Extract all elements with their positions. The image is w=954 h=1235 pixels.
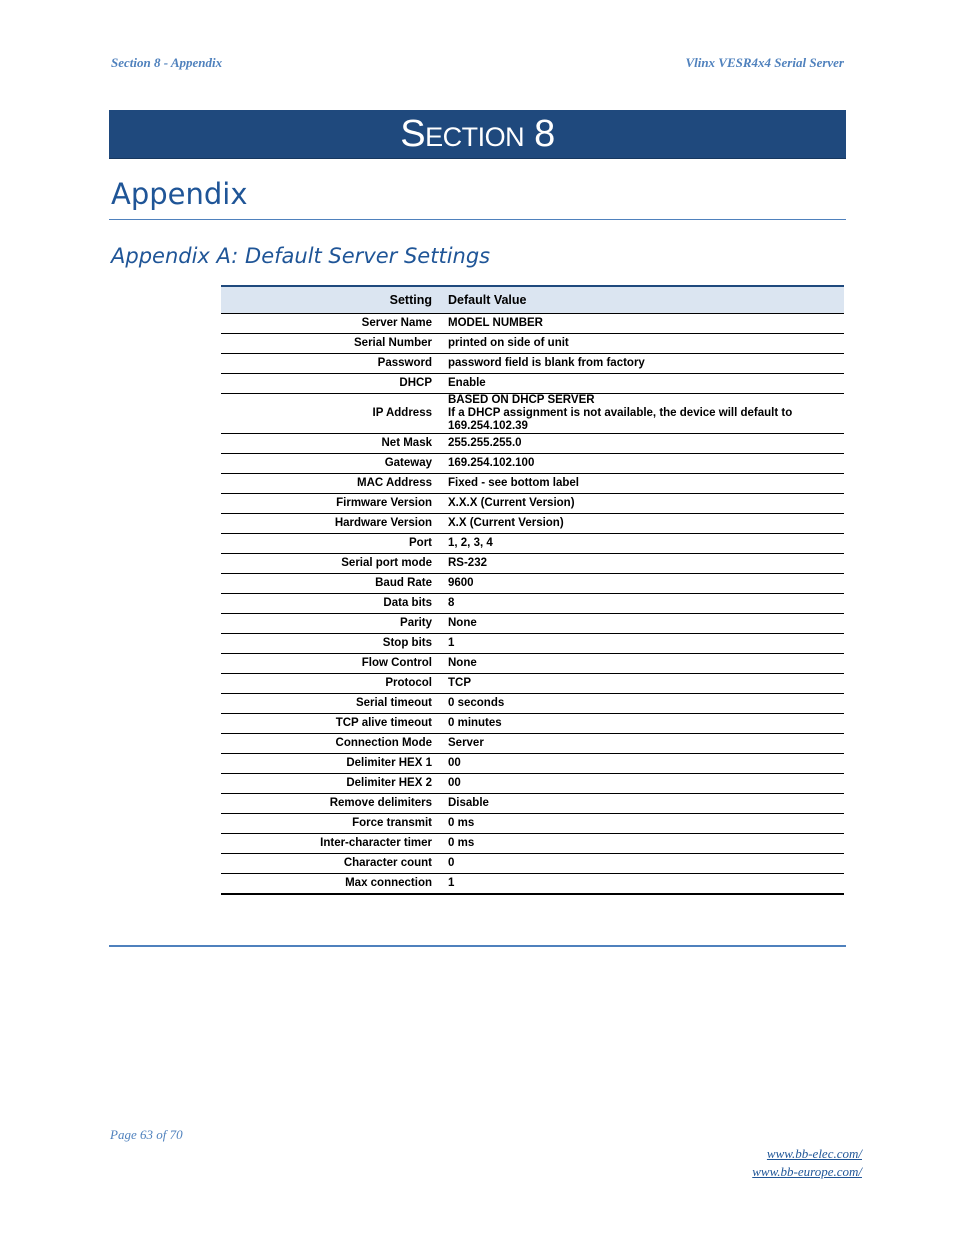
table-row [221, 674, 844, 694]
default-value-cell [448, 694, 844, 714]
section-banner [109, 110, 846, 159]
table-row [221, 774, 844, 794]
default-value-text: 8 [448, 597, 455, 609]
default-value-text: 9600 [448, 577, 474, 589]
default-value-cell [448, 554, 844, 574]
setting-name-cell: Hardware Version [221, 514, 448, 534]
table-row [221, 614, 844, 634]
setting-name-cell: Protocol [221, 674, 448, 694]
default-value-text: X.X.X (Current Version) [448, 497, 575, 509]
setting-name-cell: Remove delimiters [221, 794, 448, 814]
page-title: Appendix [111, 177, 248, 211]
default-value-text: X.X (Current Version) [448, 517, 564, 529]
setting-name-cell: Inter-character timer [221, 834, 448, 854]
default-value-text: Enable [448, 377, 486, 389]
default-value-text: 0 minutes [448, 717, 502, 729]
setting-name-cell: Connection Mode [221, 734, 448, 754]
setting-name-cell: TCP alive timeout [221, 714, 448, 734]
setting-name-cell: Gateway [221, 454, 448, 474]
subsection-title: Appendix A: Default Server Settings [111, 244, 491, 268]
table-row [221, 854, 844, 874]
default-value-cell [448, 754, 844, 774]
setting-name-cell: Serial Number [221, 334, 448, 354]
default-value-text: 00 [448, 777, 461, 789]
setting-name-cell: Serial timeout [221, 694, 448, 714]
default-value-text: password field is blank from factory [448, 357, 645, 369]
column-header-setting: Setting [221, 286, 448, 314]
default-value-cell [448, 434, 844, 454]
setting-name-cell: Max connection [221, 874, 448, 895]
default-value-cell [448, 654, 844, 674]
default-value-cell [448, 474, 844, 494]
default-value-cell [448, 814, 844, 834]
default-value-text: 1, 2, 3, 4 [448, 537, 493, 549]
table-row [221, 634, 844, 654]
default-value-text: 00 [448, 757, 461, 769]
default-value-text: 1 [448, 637, 455, 649]
setting-name-cell: Baud Rate [221, 574, 448, 594]
default-value-cell [448, 854, 844, 874]
table-row [221, 554, 844, 574]
default-value-note: If a DHCP assignment is not available, the device will default to 169.254.102.39 [448, 407, 793, 432]
default-value-cell [448, 794, 844, 814]
table-row [221, 574, 844, 594]
setting-name-cell: Delimiter HEX 2 [221, 774, 448, 794]
setting-name-cell: Flow Control [221, 654, 448, 674]
link-bb-europe[interactable]: www.bb-europe.com/ [752, 1164, 862, 1179]
table-row [221, 354, 844, 374]
default-value-cell [448, 674, 844, 694]
table-row [221, 434, 844, 454]
page-number: Page 63 of 70 [110, 1127, 183, 1142]
default-value-cell [448, 534, 844, 554]
setting-name-cell: Serial port mode [221, 554, 448, 574]
table-row [221, 754, 844, 774]
table-row [221, 594, 844, 614]
setting-name-cell: Force transmit [221, 814, 448, 834]
default-value-text: BASED ON DHCP SERVER [448, 394, 595, 406]
default-value-cell [448, 314, 844, 334]
setting-name-cell: DHCP [221, 374, 448, 394]
bottom-divider [109, 945, 846, 947]
default-value-text: Fixed - see bottom label [448, 477, 579, 489]
default-value-text: 169.254.102.100 [448, 457, 535, 469]
setting-name-cell: MAC Address [221, 474, 448, 494]
default-value-cell [448, 874, 844, 895]
setting-name-cell: Firmware Version [221, 494, 448, 514]
default-value-cell [448, 354, 844, 374]
default-value-text: TCP [448, 677, 471, 689]
table-row [221, 834, 844, 854]
link-bb-elec[interactable]: www.bb-elec.com/ [766, 1146, 862, 1161]
table-row [221, 514, 844, 534]
table-row [221, 474, 844, 494]
table-row [221, 654, 844, 674]
table-header-row [221, 286, 844, 314]
default-value-cell [448, 774, 844, 794]
default-value-text: MODEL NUMBER [448, 317, 543, 329]
default-value-cell [448, 494, 844, 514]
default-value-cell [448, 734, 844, 754]
table-row [221, 714, 844, 734]
default-value-cell [448, 334, 844, 354]
setting-name-cell: Character count [221, 854, 448, 874]
table-row [221, 734, 844, 754]
setting-name-cell: Stop bits [221, 634, 448, 654]
default-value-text: 0 ms [448, 837, 475, 849]
default-value-text: None [448, 617, 477, 629]
default-value-cell [448, 454, 844, 474]
section-banner-text: Section 8 [400, 113, 555, 155]
default-value-text: 0 ms [448, 817, 475, 829]
setting-name-cell: Password [221, 354, 448, 374]
setting-name-cell: Port [221, 534, 448, 554]
default-value-cell [448, 374, 844, 394]
default-value-cell [448, 834, 844, 854]
setting-name-cell: Delimiter HEX 1 [221, 754, 448, 774]
default-value-cell [448, 594, 844, 614]
default-value-cell [448, 514, 844, 534]
default-value-text: printed on side of unit [448, 337, 569, 349]
setting-name-cell: Server Name [221, 314, 448, 334]
table-row [221, 374, 844, 394]
table-row [221, 874, 844, 895]
table-row [221, 394, 844, 434]
setting-name-cell: Net Mask [221, 434, 448, 454]
table-row [221, 534, 844, 554]
default-value-cell [448, 394, 844, 434]
setting-name-cell: Parity [221, 614, 448, 634]
default-value-text: None [448, 657, 477, 669]
default-value-text: 1 [448, 877, 455, 889]
table-body [221, 314, 844, 895]
default-value-text: Disable [448, 797, 489, 809]
table-row [221, 314, 844, 334]
column-header-default-value: Default Value [448, 286, 844, 314]
default-settings-table [221, 285, 844, 895]
running-header-section: Section 8 - Appendix [111, 55, 223, 70]
table-row [221, 694, 844, 714]
default-value-text: 255.255.255.0 [448, 437, 522, 449]
running-header-product: Vlinx VESR4x4 Serial Server [685, 55, 844, 70]
setting-name-cell: IP Address [221, 394, 448, 434]
table-row [221, 794, 844, 814]
footer-links [752, 1145, 862, 1181]
table-row [221, 814, 844, 834]
default-value-text: 0 seconds [448, 697, 505, 709]
table-row [221, 454, 844, 474]
default-value-cell [448, 634, 844, 654]
title-divider [109, 219, 846, 220]
table-row [221, 494, 844, 514]
default-value-text: Server [448, 737, 484, 749]
default-value-text: 0 [448, 857, 455, 869]
table-row [221, 334, 844, 354]
setting-name-cell: Data bits [221, 594, 448, 614]
default-value-cell [448, 714, 844, 734]
default-value-text: RS-232 [448, 557, 487, 569]
default-value-cell [448, 614, 844, 634]
default-value-cell [448, 574, 844, 594]
